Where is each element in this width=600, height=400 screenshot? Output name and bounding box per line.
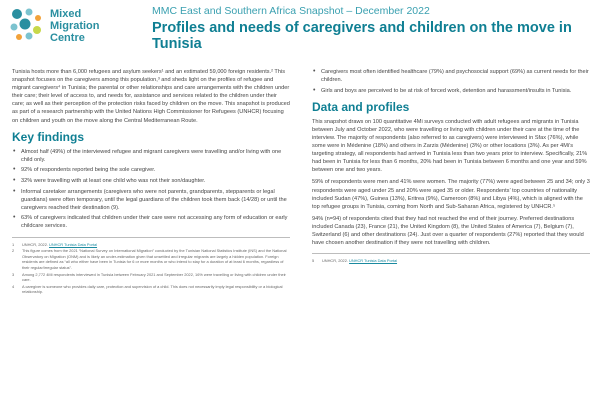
footnote-text: Among 2,772 4Mi respondents interviewed in Tunisia between February 2021 and September 2022, 16% were travelling or living with children under their care. — [22, 271, 286, 282]
mmc-logo[interactable] — [8, 6, 118, 46]
data-profiles-heading: Data and profiles — [312, 99, 410, 114]
snapshot-subtitle: MMC East and Southern Africa Snapshot – December 2022 — [152, 5, 430, 17]
data-paragraph: 94% (n=94) of respondents cited that they had not reached the end of their journey. Preferred destinations included Canada (23), France (21), the United Kingdom (8), the United States of America (7), Belgium (7), Switzerland (6) and other destinations (24). Just over a quarter of respondents (27%) reported that they would have chosen another destination if they were not travelling with children. — [312, 215, 584, 247]
right-column — [312, 68, 590, 265]
finding-item: • 63% of caregivers indicated that children under their care were not accessing any form of education or early childcare services. — [12, 214, 290, 230]
footnote-number: 3 — [12, 271, 15, 277]
logo-line: Mixed — [50, 8, 82, 20]
left-column — [12, 68, 290, 296]
footnote-link[interactable]: UNHCR Tunisia Data Portal — [349, 258, 398, 264]
footnote-number: 5 — [312, 258, 315, 264]
finding-item: • 32% were travelling with at least one child who was not their son/daughter. — [12, 177, 290, 185]
footnote-number: 4 — [12, 283, 15, 289]
data-paragraph: This snapshot draws on 100 quantitative 4Mi surveys conducted with adult refugees and migrants in Tunisia between July and October 2022, who were travelling or living with children under their care at the time of the interview. The majority of respondents (also referred to as caregivers) were interviewed in Sfax (76%), while some were in Médenine (18%) and others in Zarzis (Médenine) (3%) or other locations (3%). As per 4Mi’s targeting strategy, all respondents had arrived in Tunisia less than two years prior to interview. Specifically, 21% had been in Tunisia for less than 6 months, 20% had been in Tunisia between 6 months and one year and 59% between one and two years. — [312, 118, 588, 174]
footnote-item — [12, 284, 290, 295]
finding-item: • Informal caretaker arrangements (caregivers who were not parents, grandparents, stepparents or legal guardians) were often temporary, until the legal guardians of the children took them back (14/28) or until the caregivers reached their destination (9). — [12, 188, 290, 212]
data-paragraph: 59% of respondents were men and 41% were women. The majority (77%) were aged between 25 and 34; only 3 respondents were aged under 25 and 20% were aged 35 or older. Respondents’ top countries of nationality included Sudan (47%), Guinea (13%), Eritrea (9%), Cameroon (8%) and Libya (4%), which is aligned with the top refugee groups in Tunisia, coming from North and Sub-Saharan Africa, registered by UNHCR.⁵ — [312, 179, 590, 210]
footnotes-list — [12, 242, 290, 295]
logo-dots-icon — [8, 6, 46, 44]
key-findings-list — [12, 148, 290, 231]
footnote-number: 2 — [12, 248, 15, 254]
footnote-item — [312, 258, 590, 263]
logo-line: Centre — [50, 32, 85, 44]
footnote-link[interactable]: UNHCR Tunisia Data Portal — [49, 241, 98, 247]
logo-line: Migration — [50, 20, 100, 32]
finding-item: • Caregivers most often identified healthcare (79%) and psychosocial support (69%) as current needs for their children. — [312, 68, 590, 84]
page-title: Profiles and needs of caregivers and children on the move in Tunisia — [152, 20, 572, 52]
footnote-text: UNHCR, 2022. — [322, 258, 350, 264]
finding-item: • Almost half (49%) of the interviewed refugee and migrant caregivers were travelling and/or living with one child only. — [12, 148, 290, 164]
key-findings-list-continued — [312, 68, 590, 95]
page-header — [0, 0, 600, 58]
footnote-text: A caregiver is someone who provides daily care, protection and supervision of a child. This does not necessarily imply legal responsibility or a biological relationship. — [22, 283, 283, 295]
logo-text — [50, 8, 100, 44]
footnote-number: 1 — [12, 241, 15, 247]
finding-item: • 92% of respondents reported being the sole caregiver. — [12, 166, 290, 174]
footnote-item — [12, 242, 290, 247]
key-findings-heading: Key findings — [12, 129, 85, 144]
footnote-text: UNHCR, 2022. — [22, 241, 50, 247]
footnotes-list — [312, 258, 590, 263]
footnote-divider — [312, 253, 590, 254]
footnote-item — [12, 248, 290, 270]
finding-item: • Girls and boys are perceived to be at risk of forced work, detention and harassment/insults in Tunisia. — [312, 87, 590, 95]
intro-paragraph: Tunisia hosts more than 6,000 refugees and asylum seekers¹ and an estimated 59,000 foreign residents.² This snapshot focuses on the caregivers among this population,³ and sheds light on the profiles of refugee and migrant caregivers⁴ in Tunisia; the parental or other relationships and care arrangements with the children under their care; their level of access to, and needs for, assistance and services related to the children under their care; as well as their perception of the protection risks faced by children on the move. This snapshot is produced as part of a research partnership with the United Nations High Commissioner for Refugees (UNHCR) focusing on children and youth on the move along the Central Mediterranean Route. — [12, 69, 290, 124]
footnote-text: This figure comes from the 2021 “National Survey on International Migration” conducted by the Tunisian National Statistics Institute (INS) and the National Observatory on Migration (ONM) and is likely an under-estimation given that unsettled and irregular migrants are largely a hidden population. Foreign residents are defined as “all who either have been in Tunisia for 6 or more months or who intend to stay for a duration of at least 6 months, regardless of their regular/irregular status”. — [22, 248, 287, 270]
footnote-divider — [12, 237, 290, 238]
footnote-item — [12, 272, 290, 283]
